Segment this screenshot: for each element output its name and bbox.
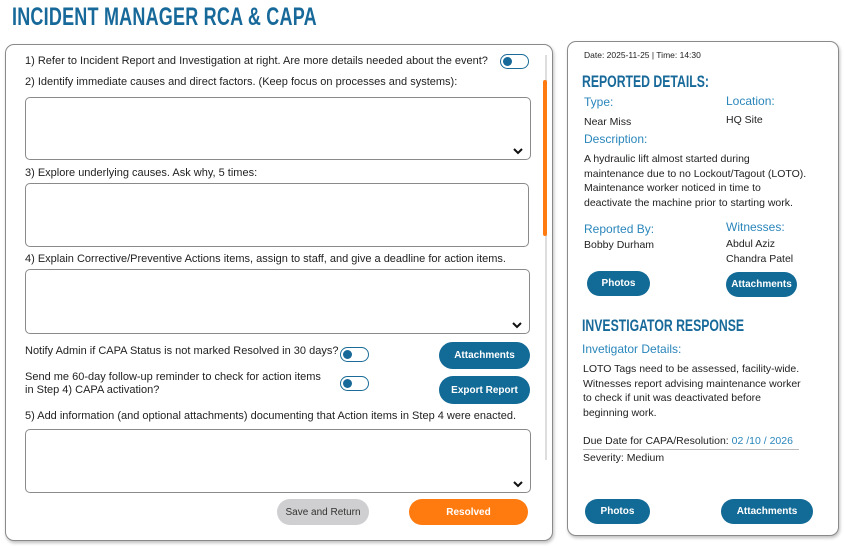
- type-label: Type:: [584, 95, 614, 109]
- details-line: Witnesses report advising maintenance worker: [583, 377, 801, 390]
- reported-by-label: Reported By:: [584, 222, 655, 236]
- q1-label: 1) Refer to Incident Report and Investigation at right. Are more details needed about the event?: [25, 55, 488, 67]
- more-details-toggle[interactable]: [500, 54, 529, 69]
- chevron-down-icon: [512, 479, 524, 489]
- report-photos-button[interactable]: Photos: [587, 271, 650, 296]
- details-line: to check if unit was deactivated before: [583, 392, 762, 404]
- due-date-row: [583, 434, 799, 450]
- notify-admin-label: Notify Admin if CAPA Status is not marked Resolved in 30 days?: [25, 345, 339, 357]
- witness-name: Abdul Aziz: [726, 238, 776, 250]
- severity-text: Severity: Medium: [583, 452, 665, 464]
- q4-label: 4) Explain Corrective/Preventive Actions items, assign to staff, and give a deadline for action items.: [25, 253, 506, 265]
- type-value: Near Miss: [584, 116, 632, 128]
- details-line: LOTO Tags need to be assessed, facility-wide.: [583, 363, 800, 375]
- witness-name: Chandra Patel: [726, 253, 794, 265]
- description-line: A hydraulic lift almost started during: [584, 153, 750, 165]
- q5-label: 5) Add information (and optional attachments) documenting that Action items in Step 4 were enacted.: [25, 410, 517, 422]
- investigator-photos-button[interactable]: Photos: [585, 499, 650, 524]
- q3-label: 3) Explore underlying causes. Ask why, 5 times:: [25, 167, 258, 179]
- reminder-label-line1: Send me 60-day follow-up reminder to check for action items: [25, 371, 321, 383]
- investigator-details-label: Invetigator Details:: [582, 342, 682, 356]
- reminder-toggle[interactable]: [340, 376, 369, 391]
- reminder-label-line2: in Step 4) CAPA activation?: [25, 384, 160, 396]
- action-evidence-textarea[interactable]: [25, 429, 531, 493]
- investigator-details-text: [583, 362, 801, 420]
- q2-label: 2) Identify immediate causes and direct factors. (Keep focus on processes and systems):: [25, 76, 458, 88]
- description-label: Description:: [584, 132, 648, 146]
- description-text: [584, 152, 806, 210]
- resolved-button[interactable]: Resolved: [409, 499, 528, 525]
- save-and-return-button[interactable]: Save and Return: [277, 499, 369, 525]
- capa-actions-textarea[interactable]: [25, 269, 530, 334]
- notify-admin-toggle[interactable]: [340, 347, 369, 362]
- due-date-input[interactable]: 02 /10 / 2026: [731, 435, 793, 447]
- export-report-button[interactable]: Export Report: [439, 376, 530, 404]
- underlying-causes-textarea[interactable]: [25, 183, 529, 247]
- due-date-label: Due Date for CAPA/Resolution:: [583, 435, 729, 447]
- location-value: HQ Site: [726, 114, 763, 126]
- page-title: INCIDENT MANAGER RCA & CAPA: [12, 3, 317, 31]
- location-label: Location:: [726, 94, 775, 108]
- toggle-knob: [343, 379, 352, 388]
- description-line: maintenance due to no Lockout/Tagout (LOTO).: [584, 167, 807, 180]
- chevron-down-icon: [512, 146, 524, 156]
- details-line: beginning work.: [583, 406, 657, 419]
- scrollbar-thumb[interactable]: [543, 80, 547, 236]
- description-line: deactivate the machine prior to starting work.: [584, 196, 793, 209]
- investigator-response-heading: INVESTIGATOR RESPONSE: [582, 316, 745, 335]
- immediate-causes-textarea[interactable]: [25, 97, 531, 160]
- toggle-knob: [503, 57, 512, 66]
- attachments-button[interactable]: Attachments: [439, 342, 530, 369]
- witnesses-label: Witnesses:: [726, 220, 785, 234]
- chevron-down-icon: [511, 320, 523, 330]
- report-datetime: Date: 2025-11-25 | Time: 14:30: [584, 50, 701, 60]
- toggle-knob: [343, 350, 352, 359]
- reported-details-heading: REPORTED DETAILS:: [582, 72, 709, 91]
- description-line: Maintenance worker noticed in time to: [584, 182, 761, 194]
- report-attachments-button[interactable]: Attachments: [726, 272, 797, 297]
- reported-by-value: Bobby Durham: [584, 239, 655, 251]
- investigator-attachments-button[interactable]: Attachments: [721, 499, 813, 524]
